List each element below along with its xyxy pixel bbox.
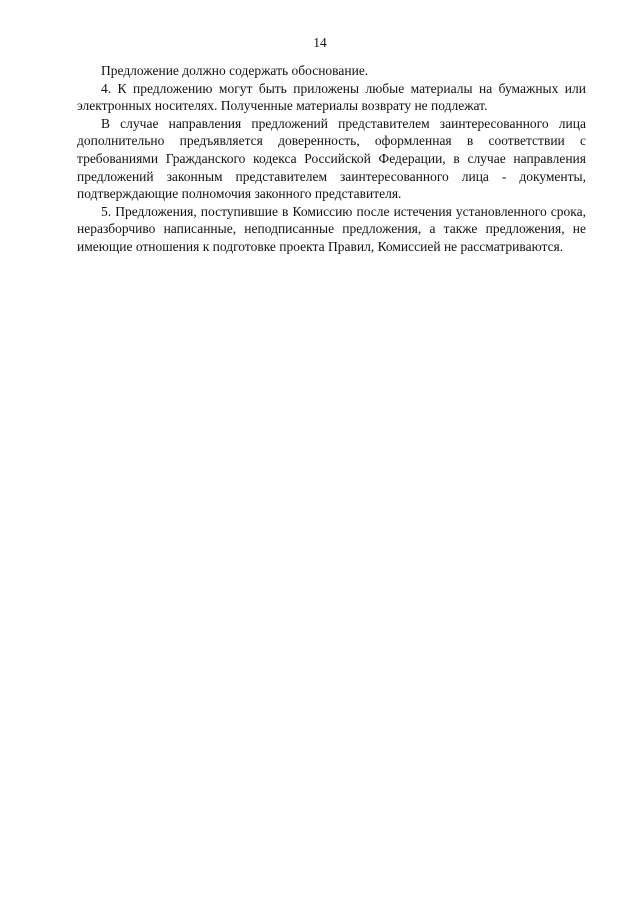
paragraph-justification: Предложение должно содержать обоснование. xyxy=(101,63,369,78)
document-body xyxy=(77,62,586,256)
paragraph-item-5: 5. Предложения, поступившие в Комиссию после истечения установленного срока, неразборчиво написанные, неподписанные предложения, а также предложения, не имеющие отношения к подготовке проекта Правил, Комиссией не рассматриваются. xyxy=(77,203,586,254)
page-number: 14 xyxy=(313,35,327,50)
paragraph-item-4: 4. К предложению могут быть приложены любые материалы на бумажных или электронных носителях. Полученные материалы возврату не подлежат. xyxy=(77,80,586,114)
paragraph-representative: В случае направления предложений представителем заинтересованного лица дополнительно предъявляется доверенность, оформленная в соответствии с требованиями Гражданского кодекса Российской Федерации, в случае направления предложений законным представителем заинтересованного лица - документы, подтверждающие полномочия законного представителя. xyxy=(77,115,586,202)
